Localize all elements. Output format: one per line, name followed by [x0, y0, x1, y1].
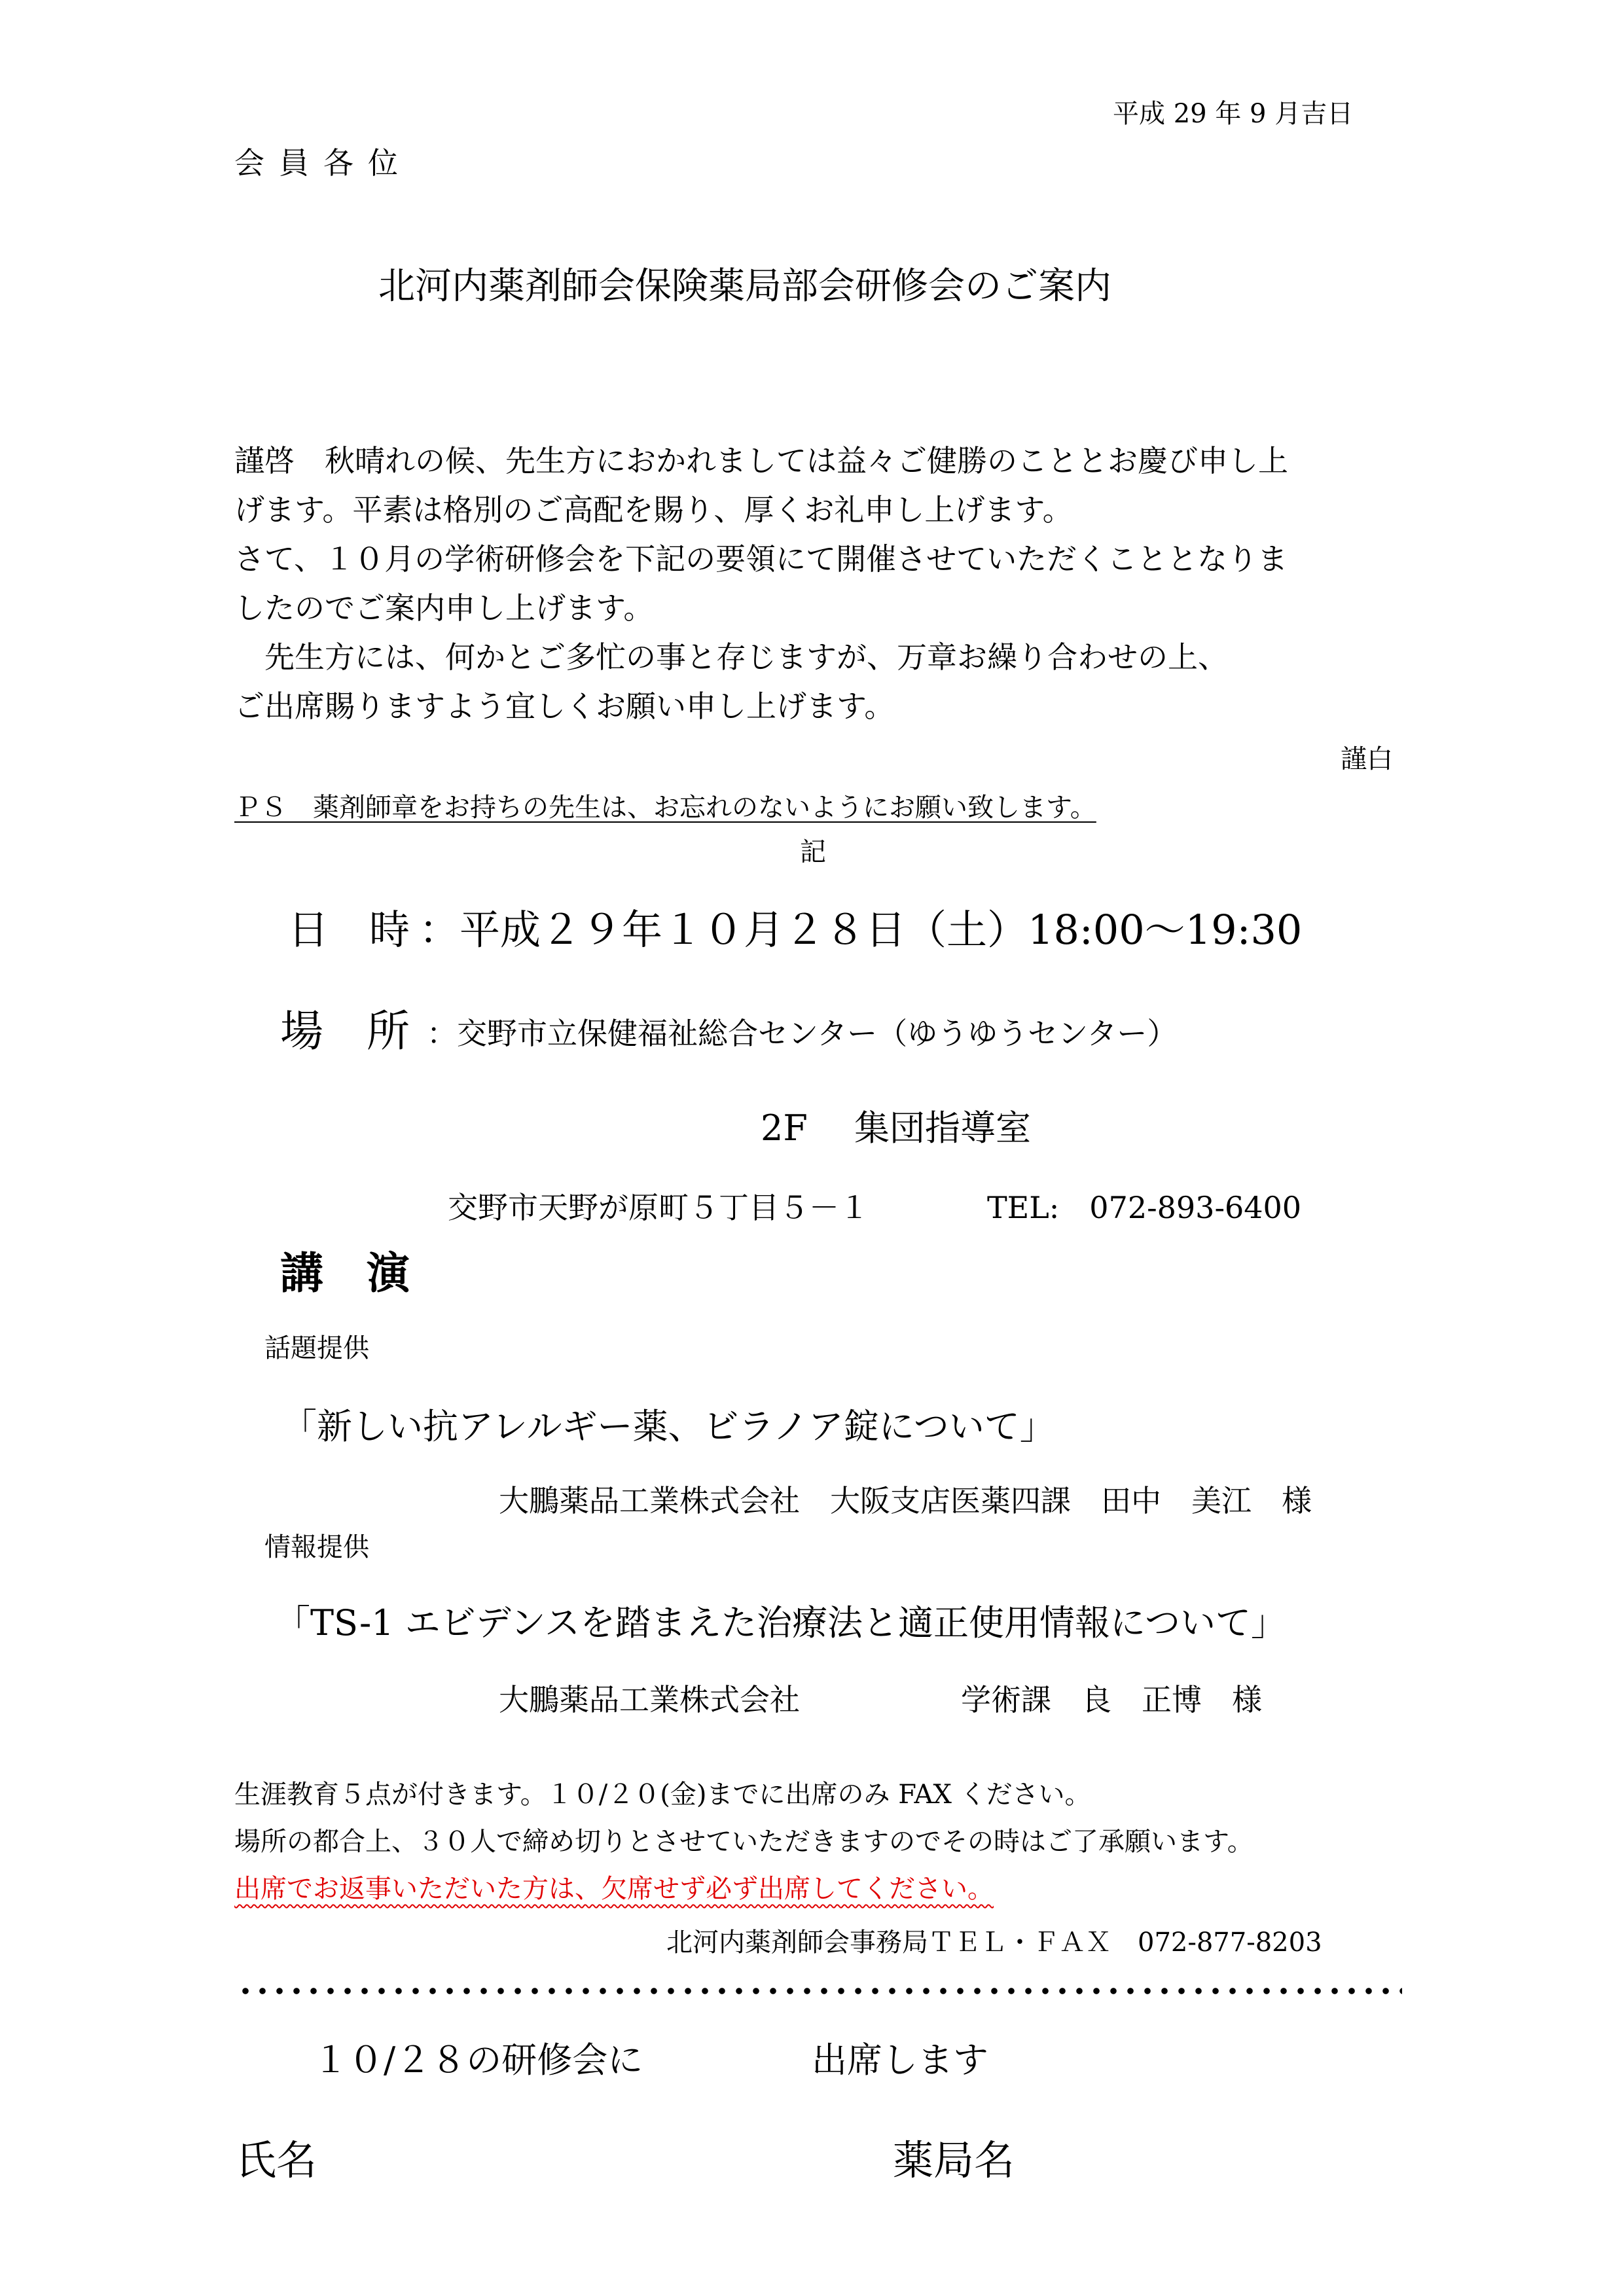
ki-marker: 記: [800, 837, 826, 867]
datetime-value: ：平成２９年１０月２８日（土）18:00～19:30: [419, 906, 1303, 954]
body-line-2: げます。平素は格別のご高配を賜り、厚くお礼申し上げます。: [234, 492, 1073, 528]
body-line-6: ご出席賜りますよう宜しくお願い申し上げます。: [234, 689, 895, 724]
topic-speaker: 大鵬薬品工業株式会社 大阪支店医薬四課 田中 美江 様: [499, 1483, 1312, 1518]
note-credits: 生涯教育５点が付きます。１０/２０(金)までに出席のみ FAX ください。: [234, 1780, 1091, 1810]
place-value: ：交野市立保健福祉総合センター（ゆうゆうセンター）: [427, 1016, 1178, 1051]
lecture-heading: 講 演: [280, 1247, 410, 1299]
recipients: 会員各位: [234, 145, 412, 181]
closing: 謹白: [1341, 744, 1393, 774]
address: 交野市天野が原町５丁目５－１: [448, 1190, 869, 1225]
room: 2F 集団指導室: [761, 1107, 1031, 1149]
topic-label: 話題提供: [264, 1333, 369, 1363]
body-line-3: さて、１０月の学術研修会を下記の要領にて開催させていただくこととなりま: [234, 541, 1288, 577]
ps-note: ＰＳ 薬剤師章をお持ちの先生は、お忘れのないようにお願い致します。: [234, 793, 1096, 823]
info-speaker: 学術課 良 正博 様: [961, 1682, 1262, 1717]
datetime-label: 日 時: [288, 906, 410, 954]
office-contact: 北河内薬剤師会事務局ＴＥＬ・ＦＡＸ 072-877-8203: [666, 1928, 1322, 1958]
page-title: 北河内薬剤師会保険薬局部会研修会のご案内: [378, 265, 1111, 308]
warning-note: 出席でお返事いただいた方は、欠席せず必ず出席してください。: [234, 1874, 994, 1904]
info-company: 大鵬薬品工業株式会社: [499, 1682, 800, 1717]
name-label: 氏名: [236, 2136, 317, 2184]
body-line-1: 謹啓 秋晴れの候、先生方におかれましては益々ご健勝のこととお慶び申し上: [234, 443, 1288, 478]
note-capacity: 場所の都合上、３０人で締め切りとさせていただきますのでその時はご了承願います。: [234, 1827, 1254, 1857]
topic-title: 「新しい抗アレルギー薬、ビラノア錠について」: [281, 1406, 1055, 1447]
body-line-4: したのでご案内申し上げます。: [234, 590, 654, 626]
dotted-separator: [237, 1987, 1402, 1995]
issue-date: 平成 29 年 9 月吉日: [1113, 99, 1354, 129]
reply-attend: 出席します: [812, 2039, 988, 2081]
reply-event: １０/２８の研修会に: [313, 2039, 643, 2081]
body-line-5: 先生方には、何かとご多忙の事と存じますが、万章お繰り合わせの上、: [234, 639, 1228, 675]
pharmacy-label: 薬局名: [893, 2136, 1015, 2184]
telephone: TEL: 072-893-6400: [987, 1190, 1302, 1225]
place-label: 場 所: [280, 1006, 410, 1056]
info-title: 「TS-1 エビデンスを踏まえた治療法と適正使用情報について」: [275, 1602, 1286, 1643]
info-label: 情報提供: [264, 1532, 369, 1562]
